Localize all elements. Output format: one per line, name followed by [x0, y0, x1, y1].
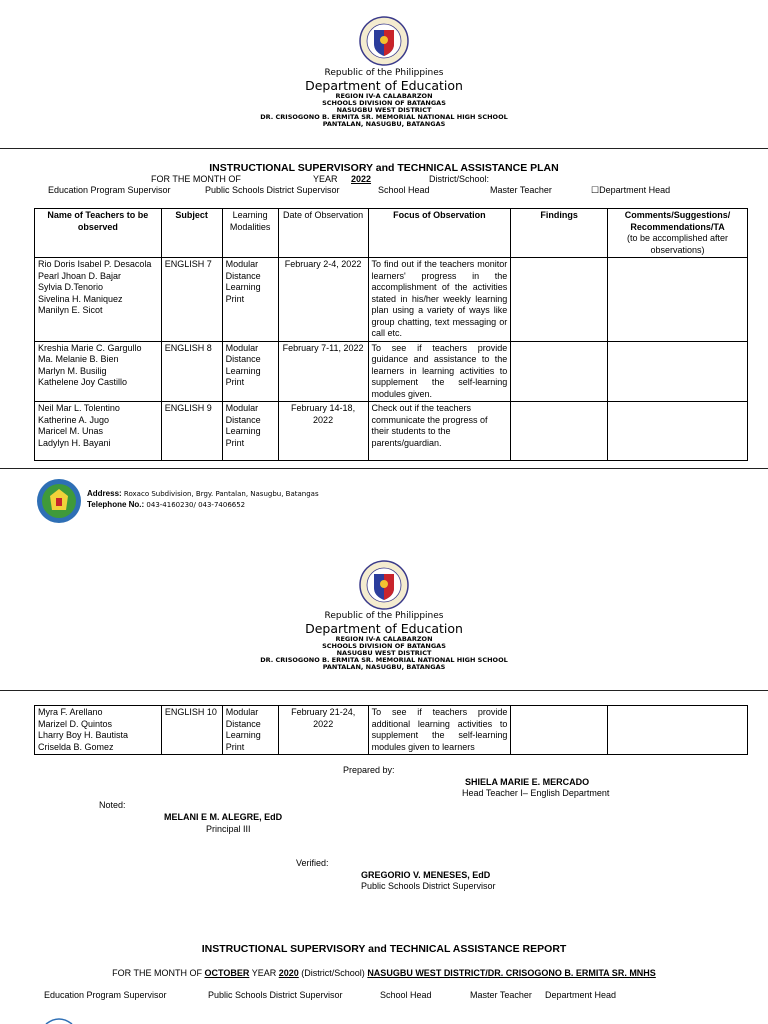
- findings-cell: [511, 341, 608, 402]
- next-page-logo-icon: [44, 1018, 74, 1024]
- focus-cell: To find out if the teachers monitor learners' progress in the accomplishment of the activities stated in his/her weekly learning plan using a variety of ways like group chatting, text messaging or call etc.: [368, 258, 511, 342]
- district-text: NASUGBU WEST DISTRICT: [336, 648, 432, 657]
- teachers-cell: [35, 706, 162, 755]
- teacher-name: Criselda B. Gomez: [38, 741, 114, 752]
- region-text: REGION IV-A CALABARZON: [335, 634, 433, 643]
- modalities-cell: [222, 341, 278, 402]
- modality: Distance: [225, 414, 261, 425]
- table-row: [35, 341, 748, 402]
- modalities-cell: [222, 706, 278, 755]
- teacher-name: Kathelene Joy Castillo: [38, 377, 128, 387]
- table-row: [35, 402, 748, 461]
- republic-text: Republic of the Philippines: [324, 68, 444, 78]
- school-text: DR. CRISOGONO B. ERMITA SR. MEMORIAL NATIONAL HIGH SCHOOL: [260, 655, 508, 664]
- report-month: OCTOBER: [204, 968, 250, 978]
- teacher-name: Ma. Melanie B. Bien: [38, 354, 119, 364]
- header-rule: [0, 690, 768, 691]
- division-text: SCHOOLS DIVISION OF BATANGAS: [322, 98, 446, 107]
- plan-title: INSTRUCTIONAL SUPERVISORY and TECHNICAL ASSISTANCE PLAN: [209, 162, 559, 174]
- school-logo-icon: [36, 478, 82, 524]
- teachers-cell: [35, 341, 162, 402]
- report-role-master-teacher: Master Teacher: [470, 990, 532, 1000]
- modality: Print: [225, 437, 245, 448]
- region-text: REGION IV-A CALABARZON: [335, 91, 433, 100]
- telephone-line: [87, 500, 245, 509]
- modality: Distance: [225, 718, 261, 729]
- report-month-line: [0, 968, 768, 978]
- letterhead: [0, 612, 768, 671]
- modality: Distance: [225, 354, 261, 364]
- district-label: District/School:: [429, 174, 490, 184]
- report-year: 2020: [278, 968, 299, 978]
- modality: Modular: [225, 259, 259, 269]
- col-header-teachers: Name of Teachers to be observed: [35, 209, 162, 258]
- modality: Learning: [225, 730, 261, 740]
- prepared-label: Prepared by:: [343, 765, 395, 775]
- teacher-name: Manilyn E. Sicot: [38, 305, 103, 315]
- verified-name: GREGORIO V. MENESES, EdD: [361, 870, 491, 880]
- noted-label: Noted:: [99, 800, 126, 810]
- table-header-row: [35, 209, 748, 258]
- comments-cell: [608, 706, 748, 755]
- findings-cell: [511, 706, 608, 755]
- report-role-department-head: Department Head: [545, 990, 617, 1000]
- findings-cell: [511, 402, 608, 461]
- plan-table-continued: [34, 705, 748, 755]
- role-eps: Education Program Supervisor: [48, 185, 171, 195]
- teacher-name: Maricel M. Unas: [38, 426, 104, 436]
- report-title: INSTRUCTIONAL SUPERVISORY and TECHNICAL ASSISTANCE REPORT: [201, 943, 567, 955]
- address-label: Address:: [87, 489, 122, 498]
- modality: Learning: [225, 426, 261, 436]
- telephone-value: 043-4160230/ 043-7406652: [146, 501, 246, 509]
- modality: Print: [225, 377, 245, 387]
- teacher-name: Marlyn M. Busilig: [38, 365, 107, 376]
- report-role-school-head: School Head: [380, 990, 432, 1000]
- col-header-focus: Focus of Observation: [368, 209, 511, 258]
- report-district-label: (District/School): [301, 968, 365, 978]
- location-text: PANTALAN, NASUGBU, BATANGAS: [322, 120, 446, 129]
- modality: Modular: [225, 342, 259, 353]
- verified-title: Public Schools District Supervisor: [361, 881, 496, 891]
- subject-cell: ENGLISH 8: [161, 341, 222, 402]
- teacher-name: Marizel D. Quintos: [38, 718, 113, 729]
- address-value: Roxaco Subdivision, Brgy. Pantalan, Nasugbu, Batangas: [123, 490, 319, 498]
- verified-label: Verified:: [296, 858, 329, 868]
- year-value: 2022: [351, 174, 372, 184]
- role-master-teacher: Master Teacher: [490, 185, 552, 195]
- modalities-cell: [222, 402, 278, 461]
- department-text: Department of Education: [305, 621, 463, 636]
- prepared-name: SHIELA MARIE E. MERCADO: [465, 777, 590, 787]
- subject-cell: ENGLISH 10: [161, 706, 222, 755]
- modality: Print: [225, 741, 245, 752]
- focus-cell: Check out if the teachers communicate the progress of their students to the parents/guardian.: [368, 402, 511, 461]
- date-cell: February 2-4, 2022: [278, 258, 368, 342]
- modality: Learning: [225, 282, 261, 292]
- teachers-cell: [35, 258, 162, 342]
- modality: Modular: [225, 403, 259, 413]
- telephone-label: Telephone No.:: [87, 500, 145, 509]
- teacher-name: Katherine A. Jugo: [38, 414, 110, 425]
- col-header-comments: [608, 209, 748, 258]
- teacher-name: Kreshia Marie C. Gargullo: [38, 342, 142, 353]
- subject-cell: ENGLISH 7: [161, 258, 222, 342]
- comments-header-text: Comments/Suggestions/ Recommendations/TA: [624, 210, 731, 232]
- table-row: [35, 258, 748, 342]
- date-cell: February 21-24, 2022: [278, 706, 368, 755]
- teacher-name: Ladylyn H. Bayani: [38, 437, 111, 448]
- findings-cell: [511, 258, 608, 342]
- comments-cell: [608, 402, 748, 461]
- teachers-cell: [35, 402, 162, 461]
- focus-cell: To see if teachers provide guidance and assistance to the learners in learning activities to supplement the self-learning modules given.: [368, 341, 511, 402]
- location-text: PANTALAN, NASUGBU, BATANGAS: [322, 663, 446, 672]
- col-header-subject: Subject: [161, 209, 222, 258]
- district-text: NASUGBU WEST DISTRICT: [336, 105, 432, 114]
- subject-cell: ENGLISH 9: [161, 402, 222, 461]
- year-label: YEAR: [313, 174, 338, 184]
- role-department-head: ☐Department Head: [591, 185, 671, 195]
- school-text: DR. CRISOGONO B. ERMITA SR. MEMORIAL NATIONAL HIGH SCHOOL: [260, 112, 508, 121]
- report-year-label: YEAR: [251, 968, 277, 978]
- date-cell: February 14-18, 2022: [278, 402, 368, 461]
- report-role-eps: Education Program Supervisor: [44, 990, 167, 1000]
- role-psds: Public Schools District Supervisor: [205, 185, 340, 195]
- division-text: SCHOOLS DIVISION OF BATANGAS: [322, 641, 446, 650]
- teacher-name: Sivelina H. Maniquez: [38, 293, 123, 304]
- comments-cell: [608, 258, 748, 342]
- modality: Distance: [225, 270, 261, 281]
- republic-text: Republic of the Philippines: [324, 611, 444, 621]
- modality: Print: [225, 293, 245, 304]
- letterhead: [0, 69, 768, 128]
- deped-seal-icon: [359, 560, 409, 610]
- col-header-modalities: Learning Modalities: [222, 209, 278, 258]
- teacher-name: Neil Mar L. Tolentino: [38, 403, 120, 413]
- comments-cell: [608, 341, 748, 402]
- teacher-name: Pearl Jhoan D. Bajar: [38, 270, 122, 281]
- modality: Modular: [225, 707, 259, 717]
- month-label: FOR THE MONTH OF: [151, 174, 241, 184]
- teacher-name: Lharry Boy H. Bautista: [38, 730, 129, 740]
- col-header-findings: Findings: [511, 209, 608, 258]
- report-role-psds: Public Schools District Supervisor: [208, 990, 343, 1000]
- report-district: NASUGBU WEST DISTRICT/DR. CRISOGONO B. ERMITA SR. MNHS: [367, 968, 656, 978]
- report-month-label: FOR THE MONTH OF: [112, 968, 202, 978]
- department-text: Department of Education: [305, 78, 463, 93]
- address-line: [87, 489, 319, 498]
- col-header-date: Date of Observation: [278, 209, 368, 258]
- comments-note: (to be accomplished after observations): [627, 233, 729, 255]
- header-rule: [0, 148, 768, 149]
- role-school-head: School Head: [378, 185, 430, 195]
- teacher-name: Rio Doris Isabel P. Desacola: [38, 259, 152, 269]
- table-row: [35, 706, 748, 755]
- noted-title: Principal III: [206, 824, 251, 834]
- prepared-title: Head Teacher I– English Department: [462, 788, 610, 798]
- noted-name: MELANI E M. ALEGRE, EdD: [164, 812, 283, 822]
- teacher-name: Myra F. Arellano: [38, 707, 103, 717]
- teacher-name: Sylvia D.Tenorio: [38, 282, 104, 292]
- modality: Learning: [225, 365, 261, 376]
- focus-cell: To see if teachers provide additional learning activities to supplement the self-learning modules given to learners: [368, 706, 511, 755]
- modalities-cell: [222, 258, 278, 342]
- deped-seal-icon: [359, 16, 409, 66]
- date-cell: February 7-11, 2022: [278, 341, 368, 402]
- footer-rule: [0, 468, 768, 469]
- plan-table: [34, 208, 748, 461]
